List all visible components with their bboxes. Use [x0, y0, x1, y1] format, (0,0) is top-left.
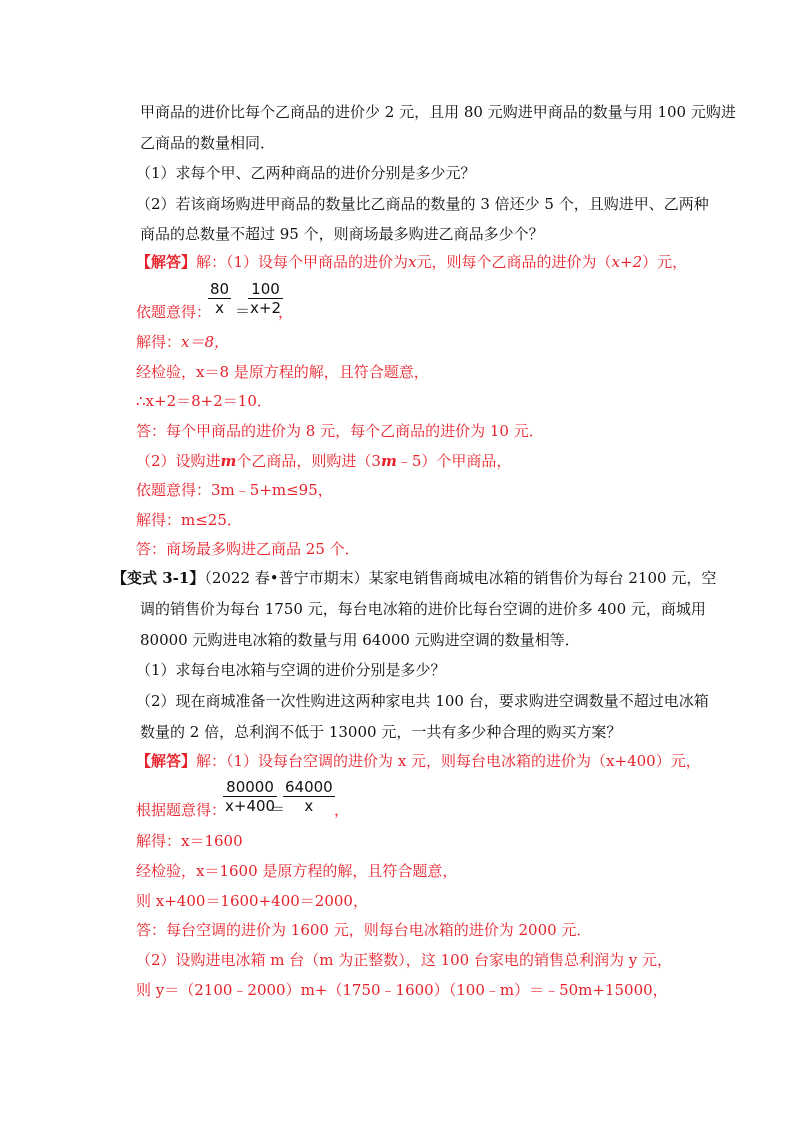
solution-b-eq-end: ，	[334, 801, 350, 819]
solution-a-check: 经检验，x＝8 是原方程的解，且符合题意，	[136, 363, 429, 381]
solution-a-equals: ＝	[235, 302, 251, 320]
problem-a-question2-line2: 商品的总数量不超过 95 个，则商场最多购进乙商品多少个？	[140, 225, 544, 243]
problem-b-question2-line2: 数量的 2 倍，总利润不低于 13000 元，一共有多少种合理的购买方案？	[140, 723, 622, 741]
solution-b-check: 经检验，x＝1600 是原方程的解，且符合题意，	[136, 862, 458, 880]
solution-a-eq-end: ，	[278, 303, 294, 321]
problem-a-line1: 甲商品的进价比每个乙商品的进价少 2 元，且用 80 元购进甲商品的数量与用 100 元购进	[140, 103, 736, 121]
solution-a-answer1: 答：每个甲商品的进价为 8 元，每个乙商品的进价为 10 元．	[136, 422, 544, 440]
problem-b-line3: 80000 元购进电冰箱的数量与用 64000 元购进空调的数量相等．	[140, 631, 580, 649]
solution-a-inequality: 依题意得：3m﹣5+m≤95，	[136, 481, 333, 499]
solution-b-intro: 【解答】解：（1）设每台空调的进价为 x 元，则每台电冰箱的进价为（x+400）元，	[136, 752, 701, 770]
solution-b-profit: 则 y＝（2100﹣2000）m+（1750﹣1600）（100﹣m）＝﹣50m+15000，	[136, 981, 668, 999]
solution-b-eq-label: 根据题意得：	[136, 801, 227, 819]
solution-b-part2: （2）设购进电冰箱 m 台（m 为正整数），这 100 台家电的销售总利润为 y 元，	[136, 951, 672, 969]
solution-a-solve2: 解得：m≤25．	[136, 511, 242, 529]
problem-b-question2-line1: （2）现在商城准备一次性购进这两种家电共 100 台，要求购进空调数量不超过电冰箱	[136, 692, 709, 710]
solution-a-therefore: ∴x+2＝8+2＝10．	[136, 392, 272, 410]
solution-b-fraction-2: $\frac{64000}{x}$	[285, 778, 333, 815]
solution-a-tag: 【解答】	[136, 253, 197, 271]
solution-a-answer2: 答：商场最多购进乙商品 25 个．	[136, 540, 360, 558]
solution-b-equals: ＝	[270, 800, 286, 818]
solution-b-answer1: 答：每台空调的进价为 1600 元，则每台电冰箱的进价为 2000 元．	[136, 921, 592, 939]
problem-a-line2: 乙商品的数量相同．	[140, 134, 276, 152]
solution-a-solve: 解得：x＝8，	[136, 333, 230, 351]
problem-a-question1: （1）求每个甲、乙两种商品的进价分别是多少元？	[136, 164, 476, 182]
solution-a-fraction-2: $\frac{100}{x+2}$	[250, 280, 281, 317]
solution-a-part2: （2）设购进m个乙商品，则购进（3m﹣5）个甲商品，	[136, 452, 512, 470]
problem-b-line1: 【变式 3-1】（2022 春•普宁市期末）某家电销售商城电冰箱的销售价为每台 2100 元，空	[112, 569, 717, 587]
solution-a-eq-label: 依题意得：	[136, 303, 212, 321]
problem-b-tag: 【变式 3-1】	[112, 569, 205, 587]
solution-a-intro: 【解答】解：（1）设每个甲商品的进价为x元，则每个乙商品的进价为（x+2）元，	[136, 253, 688, 271]
solution-b-fraction-1: $\frac{80000}{x+400}$	[225, 778, 276, 815]
solution-b-solve: 解得：x＝1600	[136, 832, 243, 850]
solution-b-then: 则 x+400＝1600+400＝2000，	[136, 892, 368, 910]
solution-b-tag: 【解答】	[136, 752, 197, 770]
problem-b-question1: （1）求每台电冰箱与空调的进价分别是多少？	[136, 661, 446, 679]
problem-a-question2-line1: （2）若该商场购进甲商品的数量比乙商品的数量的 3 倍还少 5 个，且购进甲、乙两种	[136, 195, 709, 213]
solution-a-fraction-1: $\frac{80}{x}$	[210, 280, 230, 317]
problem-b-line2: 调的销售价为每台 1750 元，每台电冰箱的进价比每台空调的进价多 400 元，商城用	[140, 600, 706, 618]
